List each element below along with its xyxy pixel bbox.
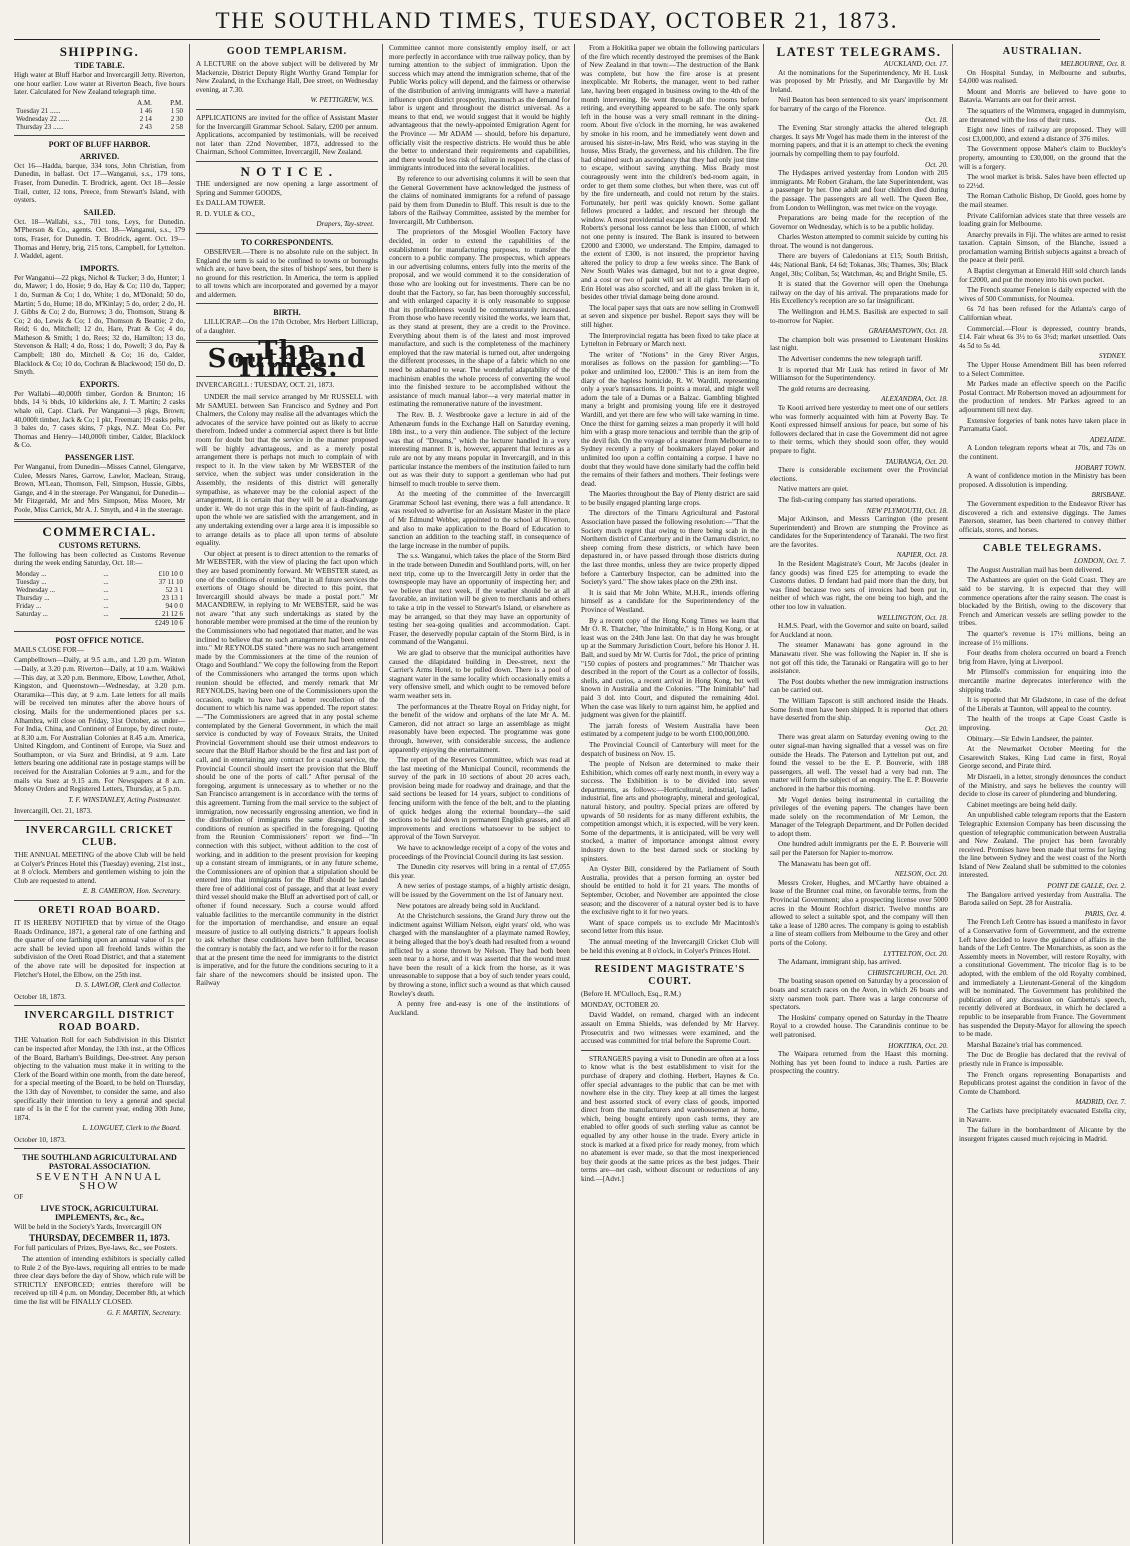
telegram-item: A want of confidence motion in the Ministry has been proposed. A dissolution is impending. <box>959 472 1126 489</box>
tide-cell: Wednesday 22 ...... <box>16 114 70 123</box>
dateline-place: GRAHAMSTOWN, Oct. 18. <box>868 327 948 336</box>
dateline-place: HOBART TOWN. <box>1075 463 1126 472</box>
telegram-item: A London telegram reports wheat at 70s, and 73s on the continent. <box>959 444 1126 461</box>
telegram-item: Mr Plimsoll's commission for enquiring into the mercantile marine deprecates interference with the shipping trade. <box>959 668 1126 694</box>
telegram-item: It is reported that Mr Lusk has retired in favor of Mr Williamson for the Superintendency. <box>770 365 948 383</box>
telegram-item: Messrs Croker, Hughes, and M'Carthy have obtained a lease of the Brunner coal mine, on favorable terms, from the Provincial Government; also a prospecting license over 5000 acres in the Mount Rochfort district. Twelve months are allowed to select a suitable spot, and the company will then take a lease of 1280 acres. The company is going to establish a line of steam colliers from Melbourne to the Grey and other ports of the Colony. <box>770 878 948 947</box>
customs-day: Tuesday ... <box>16 577 47 586</box>
columns <box>14 44 1126 1544</box>
port-heading: PORT OF BLUFF HARBOR. <box>48 139 151 149</box>
customs-amount: £10 10 0 <box>158 569 183 578</box>
cable-heading: CABLE TELEGRAMS. <box>982 543 1103 555</box>
dateline-place: AUCKLAND, Oct. 17. <box>883 60 948 68</box>
passengers-text: Per Wanganui, from Dunedin—Misses Cannel, Glengarve, Culee, Messrs Nares, Garrow, Lawlor, Maclean, Straug, Brown, M'Lean, Thomson, Fell, Simpson, Hussie, Gibbs, Gange, and 4 in the steerage. Per Wanganui, for Dunedin—Mr Fitzgerald, Mr and Mrs Simpson, Miss Moore, Mr Poole, Miss Carrick, Mr A. J. Smyth, and 4 in the steerage. <box>14 463 185 514</box>
telegram-item: The Government oppose Maher's claim to Buckley's property, amounting to £30,000, on the ground that the will is a forgery. <box>959 145 1126 171</box>
dateline-place: Oct. 20. <box>925 724 948 733</box>
telegram-item: Cabinet meetings are being held daily. <box>967 800 1078 809</box>
notice-text: THE undersigned are now opening a large assortment of Spring and Summer GOODS, <box>196 179 378 197</box>
post-place: Invercargill, Oct. 21, 1873. <box>14 807 92 816</box>
customs-total: £249 10 6 <box>120 618 185 627</box>
oreti-signature: D. S. LAWLOR, Clerk and Collector. <box>75 981 181 990</box>
divider <box>14 631 185 632</box>
telegram-item: Native matters are quiet. <box>778 485 849 494</box>
article-para: The Interprovincial regatta has been fixed to take place at Lyttelton in February or March next. <box>581 331 759 349</box>
dateline-place: LYTTELTON, Oct. 20. <box>883 949 948 958</box>
telegram-item: The Waipara returned from the Haast this morning. Nothing has yet been found to induce a rush. Parties are prospecting the country. <box>770 1050 948 1076</box>
imports-text: Per Wanganui—22 pkgs, Nichol & Tucker; 3 do, Hunter; 1 do, Mawer; 1 do, Hosie; 9 do, Hay & Co; 110 do, Tapper; 1 do, Surman & Co; 1 do, White; 1 do, M'Donald; 50 do, Martin; 5 do, Hume; 18 do, M'Kinlay; 5 do, order; 2 do, H. J. Gibbs & Co; 2 do, Burrows; 3 do, Thomson, Strang & Co; 2 do, Lewis & Co; 1 do, Thomson & Beattie; 2 do, Reid; 6 do, Mitchell; 12 do, Hare, Pratt & Co; 4 do, Matheson & Smith; 1 do, Rees; 32 do, Hamilton; 13 do, Stevenson & Hall; 4 do, Ross; 1 do, Powell; 3 do, Pay & Campbell; 180 do, Mitchell & Co; 16 do, Calder, Blacklock & Co; 10 do, Cochran & Blackwood; 150 do, D. Smyth. <box>14 273 185 377</box>
article-para: From a Hokitika paper we obtain the following particulars of the fire which recently destroyed the premises of the Bank of New Zealand in that town:—The destruction of the Bank was complete, but how the fire arose is at present inexplicable. Mr Roberts, the manager, went to bed rather late, having been engaged in business owing to the 4th of the month intervening. He went through all the rooms before retiring, and everything appeared to be safe. The only spark left in the house was a very small remnant in the dining-room. About five o'clock in the morning, he was awakened by smoke in his room, and he immediately went down and aroused his sister-in-law, Mrs Reid, who was staying in the house, Miss Brady, the governess, and his children. The fire had obtained such an ascendancy that they had only just time to escape, without saving anything. Miss Brady most courageously went into the children's bed-room again, in order to get them some clothes, but when there, was cut off by the fire underneath, and could not return by the stairs. Fortunately, her peril was quickly known. Some gallant fellows procured a ladder, and rescued her through the window. A most providential escape has seldom occurred. Mr Roberts's personal loss cannot be less than £1000, of which not one penny is insured. The Bank is insured to between £2000 and £3000, we understand. The Empire, damaged to the extent of £300, is not insured, the proprietor having altered the policy to drop a few weeks since. The Bank of New South Wales was damaged, but not to a great degree, and a cost or two of paint will set it all right. The Harp of Erin Hotel was also scorched, and all the glass broken in it, besides other trivial damage being done around. <box>581 44 759 302</box>
article-para: The jarrah forests of Western Australia have been estimated by a competent judge to be worth £100,000,000. <box>581 721 759 739</box>
tide-header-row <box>14 99 185 107</box>
telegram-item: The Wellington and H.M.S. Basilisk are expected to sail to-morrow for Napier. <box>770 308 948 325</box>
telegram-item: The Upper House Amendment Bill has been referred to a Select Committee. <box>959 361 1126 378</box>
telegram-item: The health of the troops at Cape Coast Castle is improving. <box>959 715 1126 732</box>
article-para: New potatoes are already being sold in Auckland. <box>397 901 540 910</box>
customs-amount: 94 0 0 <box>165 601 183 610</box>
telegram-item: The wool market is brisk. Sales have been effected up to 22½d. <box>959 173 1126 190</box>
show-signature: G. F. MARTIN, Secretary. <box>106 1308 181 1317</box>
customs-dots: ... <box>103 610 109 618</box>
cricket-heading: INVERCARGILL CRICKET CLUB. <box>25 825 174 849</box>
telegram-item: Neil Beaton has been sentenced to six years' imprisonment for barratry of the cargo of the Florence. <box>770 96 948 113</box>
article-para: The performances at the Theatre Royal on Friday night, for the benefit of the widow and orphans of the late Mr A. M. Cameron, did not attract so large an assemblage as might reasonably have been expected. The programme was gone through, however, with considerable success, the audience apparently enjoying the entertainment. <box>389 702 570 754</box>
customs-row <box>14 594 185 602</box>
birth-heading: BIRTH. <box>273 308 301 318</box>
telegram-item: Mr Disraeli, in a letter, strongly denounces the conduct of the Ministry, and says he believes the country will decide to close its career of plundering and blundering. <box>959 772 1126 799</box>
telegram-item: The fish-curing company has started operations. <box>778 495 917 504</box>
article-para: The annual meeting of the Invercargill Cricket Club will be held this evening at 8 o'clock, in Colyer's Princes Hotel. <box>581 937 759 955</box>
customs-amount: 52 3 1 <box>165 585 183 594</box>
article-para: We have to acknowledge receipt of a copy of the votes and proceedings of the Provincial Council during its last session. <box>389 844 570 861</box>
article-para: The writer of "Notions" in the Grey River Argus, moralises as follows on the passion for gambling:—"To poker and unlimited loo, £2000." This is an item from the diary of the hapless homicide, R. W. Wardill, representing only a year's transactions. It points a moral, and might well adorn the tale of a Dumas or a Balzac. Gambling blighted many a bright and promising young life ere it destroyed Wardill, and yet there are few who will take warning in time. Once the thirst for gaming seizes a man properly it will hold him with a grasp more tenacious and terrible than the grip of the devil fish. On the voyage of a steamer from Melbourne to Sydney recently a party of bookmakers played poker and unlimited loo upon a coffin containing a corpse. I have no doubt that they would have done similarly had the coffin held the remains of their fathers and mothers. Their feelings were dead. <box>581 350 759 488</box>
telegram-item: It is reported that Mr Gladstone, in case of the defeat of the Liberals at Taunton, will appeal to the country. <box>959 696 1126 713</box>
article-para: At the meeting of the committee of the Invercargill Grammar School last evening, there was a full attendance. It was resolved to advertise for an Assistant Master in the place of Mr Edmund Webber, appointed to the school at Riverton, and also to make application to the Board of Education to sanction an addition to the teaching staff, in consequence of the large increase in the number of pupils. <box>389 490 570 550</box>
australian-list <box>959 60 1126 534</box>
editorial-para: Our object at present is to direct attention to the remarks of Mr WEBSTER, with the view of placing the fact upon which they are based prominently forward. Mr WEBSTER stated, as one of the conditions of reunion, "that in all future services the exertions of Otago should be directed to this point, that Invercargill should always be made a postal port." Mr MACANDREW, in replying to Mr WEBSTER, said he was not aware "that any such undertakings as stated by the honorable member were promised at the time of the reunion by the Commissioners who had negotiated that matter, and he was inclined to believe that no such arrangement had been entered into." Mr REYNOLDS stated "there was no such arrangement made by the Commissioners at the time of the reunion of Otago and Southland." We copy the following from the Report of the Commissioners who arranged the terms upon which reunion should be effected, and merely remark that Mr REYNOLDS, having been one of the Commissioners upon the occasion, ought to have had a better recollection of the document to which his name was appended. The report states:—"The Commissioners are agreed that in any postal scheme contemplated by the General Government, in which the mail service is conducted by way of Foveaux Straits, the United Provincial Government should use their utmost endeavors to secure that the Bluff Harbor should be the first and last port of call, and in entertaining any contract for a coastal service, the Provincial Council should insert the provision that the Bluff should be one of the ports of call." After perusal of the foregoing, argument is unnecessary as to whether or no the San Francisco arrangement is in accordance with the terms of this agreement. Turning from the mail service to the subject of immigration, now necessarily engrossing attention, we find in the distribution of immigrants the same disregard of the conditions of reunion as specified in the foregoing. Quoting from the Reunion Commissioners' report we find—"In connection with this subject, without addition to the cost of working, and in addition to the present provision for keeping up a constant stream of immigrants, or in any future scheme, the Commissioners are of opinion that a stipulation should be entered into that immigrants for the Bluff should be landed there free of additional cost of passage, and that at least every third vessel should make the Bluff an advertised port of call, or oftener if found necessary. Such a course would afford valuable facilities to the mercantile community in the district for the importation of merchandise, and ensure an equal measure of justice to all outlying districts." It appears foolish to ask whether these conditions have been fulfilled, because the contrary is notably the fact, and we refer to it for the reason that at the present time the need for immigrants to the district is imperative, and for the future the conditions securing to it a fair share of the newcomers should be insisted upon. The Railway <box>196 549 378 988</box>
dateline-place: ALEXANDRA, Oct. 18. <box>881 395 948 404</box>
telegram-item: One hundred adult immigrants per the E. P. Bouverie will sail per the Paterson for Napier to-morrow. <box>770 840 948 858</box>
telegram-item: At the nominations for the Superintendency, Mr H. Lusk was proposed by Mr Priestly, and Mr Dargaville by Mr Ireland. <box>770 68 948 94</box>
dateline-place: NELSON, Oct. 20. <box>894 870 948 879</box>
templarism-heading: GOOD TEMPLARISM. <box>226 46 348 57</box>
rmc-text: David Waddel, on remand, charged with an indecent assault on Emma Shields, was defended by Mr Harvey. Prosecutrix and two witnesses were examined, and the accused was committed for trial before the Supreme Court. <box>581 1011 759 1046</box>
district-heading: INVERCARGILL DISTRICT ROAD BOARD. <box>24 1010 175 1034</box>
telegram-item: H.M.S. Pearl, with the Governor and suite on board, sailed for Auckland at noon. <box>770 622 948 639</box>
tide-cell: 2 43 <box>139 122 152 131</box>
customs-row <box>14 602 185 610</box>
customs-amount: 23 13 1 <box>162 593 183 602</box>
customs-dots: ... <box>103 569 109 578</box>
dateline-place: Oct. 20. <box>925 160 948 169</box>
corr-heading: TO CORRESPONDENTS. <box>240 237 334 247</box>
tide-col <box>14 99 119 107</box>
dateline-place: WELLINGTON, Oct. 18. <box>876 613 948 622</box>
article-para: The proprietors of the Mosgiel Woollen Factory have decided, in order to extend the capabilities of the establishment for manufacturing purposes, to transfer the concern to a public company. The prospectus, which appears in our advertising columns, enters fully into the merits of the proposal, and we would commend it to the consideration of those who are looking out for investments. There can be no doubt that the Factory, so far, has been thoroughly successful, and with enlarged capacity it is only reasonable to suppose that its profitableness would be commensurately increased. From those who have recently visited the works, we learn that, as they stand at present, they are a credit to the Province. Everything about them is of the latest and most improved manufacture, and such is the completeness of the machinery employed that the raw material is turned out, after undergoing the different processes, in the shape of a fabric which no one need be ashamed to wear. The wonderful adaptability of the machinism enables the whole process of converting the wool into the finished texture to be accomplished without the assistance of much manual labor—a very material matter in estimating the remunerative nature of the investment. <box>389 228 570 409</box>
customs-day: Thursday ... <box>16 593 50 602</box>
post-sub: MAILS CLOSE FOR— <box>14 645 84 654</box>
post-text: Campbelltown—Daily, at 9.5 a.m., and 1.20 p.m. Winton—Daily, at 3.20 p.m. Riverton—Daily, at 10 a.m. Waikiwi—This day, at 3.20 p.m. Benmore, Elbow, Lowther, Athol, Kingston, and Queenstown—Wednesday, at 3.20 p.m. Otaramika—This day, at 9 a.m. Late letters for all mails will be received ten minutes after the above hours of closing. Mails for the undermentioned places per s.s. Alhambra, will close on Friday, 31st October, as under— For India, China, and Continent of Europe, by direct route, at 8.30 a.m. For Australian Colonies at 8.45 a.m. America, United Kingdom, and Continent of Europe, via Suez and Southampton, or via Suez and Brindisi, at 9 a.m. Late letters bearing one additional rate in postage stamps will be received for the Australian Colonies at 9 a.m., and for the mails via Suez at 9.15 a.m. For Newspapers at 8 a.m. Money Orders and Registered Letters, Thursday, at 5 p.m. <box>14 656 185 794</box>
australian-heading: AUSTRALIAN. <box>1002 46 1083 57</box>
tide-cell: 2 58 <box>170 122 183 131</box>
article-para: The local paper says that oats are now selling in Cromwell at seven and sixpence per bushel. Report says they will be still higher. <box>581 303 759 329</box>
telegram-item: The failure in the bombardment of Alicante by the insurgent frigates caused much rejoicing in Madrid. <box>959 1126 1126 1143</box>
exports-heading: EXPORTS. <box>79 379 120 389</box>
customs-day: Friday ... <box>16 601 42 610</box>
telegram-item: The Bangalore arrived yesterday from Australia. The Baroda sailed on Sept. 28 for Australia. <box>959 890 1126 908</box>
tide-row <box>14 115 185 123</box>
article-para: The Maories throughout the Bay of Plenty district are said to be busily engaged planting large crops. <box>581 490 759 507</box>
customs-day: Monday ... <box>16 569 47 578</box>
telegram-item: The gold returns are decreasing. <box>778 384 871 393</box>
masthead: THE SOUTHLAND TIMES, TUESDAY, OCTOBER 21, 1873. <box>14 8 1100 40</box>
customs-amount: 21 12 6 <box>162 609 183 618</box>
customs-heading: CUSTOMS RETURNS. <box>58 540 141 550</box>
telegram-item: An unpublished cable telegram reports that the Eastern Telegraphic Extension Company has been discussing the question of telegraphic communication between Australia and New Zealand. The project has been favorably received. Promises have been made that terms for laying the line between Sydney and the west coast of the North Island of New Zealand shall be submitted to the colonies interested. <box>959 811 1126 880</box>
paper-title: The Southland Times. <box>207 335 367 383</box>
sailed-heading: SAILED. <box>83 207 116 217</box>
imports-heading: IMPORTS. <box>79 263 120 273</box>
district-text: THE Valuation Roll for each Subdivision in this District can be inspected after Monday, the 13th inst., at the Offices of the Board, Barham's Buildings, Dee-street. Any person objecting to the valuation must make it in writing to the Clerk of the Board within one month, from the date hereof, for a special meeting of the Board, to be held on Thursday, the 13th day of November, to consider the same, and also specifically their intention to levy a general and special rate of 1s in the £ for the current year, ending 30th June, 1874. <box>14 1036 185 1122</box>
article-para: An Oyster Bill, considered by the Parliament of South Australia, provides that a person forming an oyster bed should be entitled to hold it for 21 years. The months of September, October, and November are appointed the close season; and the discoverer of a natural oyster bed is to have the exclusive right to it for two years. <box>581 865 759 917</box>
post-heading: POST OFFICE NOTICE. <box>55 635 144 645</box>
telegram-item: The William Tapscott is still anchored inside the Heads. Some fresh men have been shipped. It is reported that others have deserted from the ship. <box>770 696 948 723</box>
telegram-item: Anarchy prevails in Fiji. The whites are armed to resist taxation. Captain Simson, of the Blanche, issued a proclamation warning British subjects against a breach of the peace at their peril. <box>959 230 1126 265</box>
column-6 <box>959 44 1130 1544</box>
telegram-item: The boating season opened on Saturday by a procession of boats and scratch races on the Avon, in which 26 boats and sixty oarsmen took part. There was a large concourse of spectators. <box>770 977 948 1012</box>
rmc-date: MONDAY, OCTOBER 20. <box>581 1000 660 1009</box>
post-signature: T. F. WINSTANLEY, Acting Postmaster. <box>68 795 181 804</box>
shipping-heading: SHIPPING. <box>59 44 140 59</box>
rmc-heading: RESIDENT MAGISTRATE'S COURT. <box>594 964 746 988</box>
telegram-item: Commercial.—Flour is depressed, country brands, £14. Fair wheat 6s 3½ to 6s 3½d; market unsettled. Oats 4s 5d to 5s 4d. <box>959 324 1126 350</box>
dateline-place: PARIS, Oct. 4. <box>1084 909 1126 918</box>
show-date: THURSDAY, DECEMBER 11, 1873. <box>29 1232 170 1243</box>
telegram-item: A Baptist clergyman at Emerald Hill sold church lands for £2000, and put the money into his own pocket. <box>959 267 1126 284</box>
customs-dots: ... <box>103 601 109 610</box>
telegram-item: Mr Parkes made an effective speech on the Pacific Postal Contract. Mr Robertson moved an adjournment for the production of tenders. Mr Parkes agreed to an adjournment till next day. <box>959 380 1126 414</box>
dateline-place: SYDNEY. <box>1098 352 1126 361</box>
article-para: By reference to our advertising columns it will be seen that the General Government have acknowledged the justness of the claims of nominated immigrants for a refund of passage paid by them from Dunedin to Bluff. This result is due to the labors of the Railway Committee, assisted by the member for Invercargill, Mr Cuthbertson. <box>389 174 570 226</box>
dateline-place: Oct. 18. <box>925 115 948 124</box>
article-para: Committee cannot more consistently employ itself, or act more perfectly in accordance with true railway policy, than by turning attention to the subject of immigration. Upon the success which may attend the immigration scheme, that of the Public Works policy will depend, and the fairness or otherwise of the distribution of arriving immigrants will have a material influence upon district prosperity, inasmuch as the demand for labor is urgent and throughout the district universal. As a means to that end, we would suggest that it would be highly advantageous that the newly-appointed Emigration Agent for the Province — Mr ADAM — should, before his departure, officially visit the respective districts. He would thus be able the better to understand their requirements and capabilities, and there would be less risk of failure in respect of the class of immigrants introduced into the several localities. <box>389 44 570 173</box>
divider <box>959 538 1126 539</box>
telegram-item: Marshal Bazaine's trial has commenced. <box>967 1040 1083 1049</box>
divider <box>14 1005 185 1006</box>
customs-row <box>14 570 185 578</box>
dateline: INVERCARGILL : TUESDAY, OCT. 21, 1873. <box>196 381 335 390</box>
telegrams-heading: LATEST TELEGRAMS. <box>776 44 942 59</box>
divider <box>14 820 185 821</box>
telegram-item: The Ashantees are quiet on the Gold Coast. They are said to be starving. It is expected that they will commence operations after the rainy season. The coast is blockaded by the British, owing to the discovery that French and American vessels are selling powder to the tribes. <box>959 576 1126 628</box>
oreti-date: October 18, 1873. <box>14 992 66 1001</box>
article-para: The Provincial Council of Canterbury will meet for the despatch of business on Nov. 15. <box>581 740 759 758</box>
rmc-sub: (Before H. M'Culloch, Esq., R.M.) <box>581 990 681 999</box>
article-para: The directors of the Timaru Agricultural and Pastoral Association have passed the following resolution:—"That the Society much regret that owing to there being scab in the Northern district of Canterbury and in the Oamaru district, no sheep coming from these districts, or which have been depastured in, or have passed through those districts during the last three months, unless they are twice properly dipped before a Canterbury Inspector, can be admitted into the Society's yard." The show takes place on the 29th inst. <box>581 509 759 587</box>
notice-heading: N O T I C E . <box>240 163 334 179</box>
telegram-item: Extensive forgeries of bank notes have taken place in Parramatta Gaol. <box>959 416 1126 434</box>
oreti-text: IT IS HEREBY NOTIFIED that by virtue of the Otago Roads Ordinance, 1871, a general rate of one farthing and the quarter of one farthing upon an annual value of 1s per acre shall be levied upon all freehold lands within the subdivision of the Oreti Road District, and that a statement of the above rate will be deposited for inspection at Fletcher's Hotel, the Elbow, on the 25th inst. <box>14 919 185 979</box>
templarism-signature: W. PETTIGREW, W.S. <box>310 96 374 105</box>
telegram-item: There is considerable excitement over the Provincial elections. <box>770 466 948 483</box>
customs-total-row <box>14 618 185 627</box>
telegram-item: Private Californian advices state that three vessels are loading grain for Melbourne. <box>959 211 1126 229</box>
tide-table <box>14 99 185 131</box>
oreti-heading: ORETI ROAD BOARD. <box>38 905 161 916</box>
tide-cell: Thursday 23 ...... <box>16 122 64 131</box>
passengers-heading: PASSENGER LIST. <box>64 453 135 462</box>
dateline-place: MELBOURNE, Oct. 8. <box>1060 60 1126 68</box>
article-para: The Dunedin city reserves will bring in a rental of £7,055 this year. <box>389 863 570 880</box>
article-para: The s.s. Wanganui, which takes the place of the Storm Bird in the trade between Dunedin and Southland ports, will, on her next trip, come up to the Invercargill Jetty in order that the townspeople may have an opportunity of inspecting her; and we believe that next week, if the weather should be at all favorable, an invitation will be given to merchants and others to take a trip in the vessel to Stewart's Island, or elsewhere as may be arranged, so that they may have an opportunity of testing her sea-going qualities and accommodation. Capt. Fraser, the deservedly popular captain of the Storm Bird, is in command of the Wanganui. <box>389 552 570 647</box>
article-para: It is said that Mr John White, M.H.R., intends offering himself as a candidate for the Superintendency of the Province of Westland. <box>581 588 759 614</box>
telegram-item: Te Kooti arrived here yesterday to meet one of our settlers who was formerly acquainted with him at Poverty Bay. Te Kooti expressed himself anxious for peace, but some of his followers declared that in case the Government did not agree to their terms, which they should soon offer, they would prepare to fight. <box>770 403 948 455</box>
tide-cell: Tuesday 21 ...... <box>16 106 61 115</box>
tide-cell: 2 14 <box>139 114 152 123</box>
column-1 <box>14 44 190 1544</box>
column-4 <box>581 44 764 1544</box>
dateline-place: LONDON, Oct. 7. <box>1073 557 1126 566</box>
telegram-item: The Carlists have precipitately evacuated Estella city, in Navarre. <box>959 1106 1126 1124</box>
notice-ex: Ex DALLAM TOWER. <box>196 199 266 208</box>
divider <box>581 1050 759 1051</box>
telegram-item: The champion bolt was presented to Lieutenant Hoskins last night. <box>770 335 948 353</box>
article-para: Want of space compels us to exclude Mr Macintosh's second letter from this issue. <box>581 918 759 936</box>
telegram-item: The squatters of the Wimmera, engaged in dummyism, are threatened with the loss of their runs. <box>959 106 1126 124</box>
dateline-place: TAURANGA, Oct. 20. <box>885 457 948 466</box>
telegram-item: There are buyers of Caledonians at £15; South British, 44s; National Bank, £4 6d; Tokanas, 30s; Thames, 30s; Black Angel, 30s; Coliban, 5s; Watchman, 4s; and Bright Smile, £5. <box>770 252 948 278</box>
tide-col: P.M. <box>170 98 183 107</box>
customs-intro: The following has been collected as Customs Revenue during the week ending Saturday, Oct. 18:— <box>14 550 185 568</box>
show-where: Will be held in the Society's Yards, Invercargill ON <box>14 1223 162 1232</box>
telegram-item: The August Australian mail has been delivered. <box>967 565 1104 574</box>
arrived-text: Oct 16—Hadda, barque, 334 tons, John Christian, from Dunedin, in ballast. Oct 17—Wanganui, s.s., 179 tons, Fraser, from Dunedin. T. Brodrick, agent. Oct 18—Jessie Trail, cutter, 12 tons, Preece, from Stewart's Island, with oysters. <box>14 161 185 205</box>
telegram-item: Major Atkinson, and Messrs Carrington (the present Superintendent) and Brown are stumping the Province as candidates for the Superintendency of Taranaki. The two first are the favorites. <box>770 515 948 549</box>
telegram-item: The Roman Catholic Bishop, Dr Goold, goes home by the mail steamer. <box>959 192 1126 209</box>
templarism-text: A LECTURE on the above subject will be delivered by Mr Mackenzie, District Deputy Right Worthy Grand Templar for New Zealand, in the Exchange Hall, Dee street, on Wednesday evening, at 7.30. <box>196 60 378 94</box>
telegram-item: Mount and Morris are believed to have gone to Batavia. Warrants are out for their arrest. <box>959 87 1126 105</box>
telegram-item: The Manawatu has been got off. <box>778 859 871 868</box>
show-sub: LIVE STOCK, AGRICULTURAL IMPLEMENTS, &c., &c., <box>40 1204 159 1223</box>
dateline-place: CHRISTCHURCH, Oct. 20. <box>867 968 948 977</box>
telegram-item: On Hospital Sunday, in Melbourne and suburbs, £4,000 was realised. <box>959 68 1126 86</box>
telegram-item: The Hoskins' company opened on Saturday in the Theatre Royal to a crowded house. The Carandinis continue to be well patronised. <box>770 1013 948 1039</box>
customs-row <box>14 578 185 586</box>
telegram-item: The quarter's revenue is 17½ millions, being an increase of 1½ millions. <box>959 630 1126 647</box>
article-para: By a recent copy of the Hong Kong Times we learn that Mr O. R. Thatcher, "the Inimitable," is in Hong Kong, or at least was on the 24th June last. On that day he was brought up at the Summary Jurisdiction Court, before his Honor J. H. Ball, and sued by Mr W. Curtis for 7dol., the price of printing "150 copies of posters and programmes." Mr Thatcher was described in the report of the Court as a collector of fossils, shells, and curios, a recent arrival in Hong Kong, but well known in Australia and the Colonies. "The Inimitable" had paid 3 dol. into Court, and disputed the remaining 4dol. When the case was likely to turn against him, he applied and judgment was given for the plaintiff. <box>581 616 759 720</box>
divider <box>14 1148 185 1149</box>
notice-firm: R. D. YULE & CO., <box>196 209 255 218</box>
telegram-item: The French organs representing Bonapartists and Republicans protest against the condition in favor of the Comte de Chambord. <box>959 1070 1126 1096</box>
telegram-item: The French Left Centre has issued a manifesto in favor of a Conservative form of Government, and the extreme Left have decided to leave the guidance of affairs in the hands of the Left Centre. The Monarchists, as soon as the Assembly meets in November, will restore Royalty, with a constitutional Government. The tricolor flag is to be adopted, with the emblem of the old Royalty combined, and immediately a Lieutenant-General of the kingdom will be nominated. The Government has prohibited the publication of any discussion on Gambetta's speech, recently delivered at Bordeaux, in which he declared a republic to be inseparable from France. The Government has suspended the Deputy-Mayor for allowing the speech to be made. <box>959 918 1126 1039</box>
customs-table <box>14 570 185 627</box>
tide-row <box>14 123 185 131</box>
telegram-item: The Evening Star strongly attacks the altered telegraph charges. It says Mr Vogel has made them in the interest of the morning papers, and that it is an attempt to check the evening journals by compelling them to pay fourfold. <box>770 124 948 158</box>
divider <box>14 135 185 136</box>
telegram-item: Mr Vogel denies being instrumental in curtailing the privileges of the evening papers. The changes have been made solely on the recommendation of Mr Lemon, the Manager of the Telegraph Department, and Dr Pollen decided to adopt them. <box>770 795 948 838</box>
divider <box>196 109 378 110</box>
article-para: At the Christchurch sessions, the Grand Jury threw out the indictment against William Nelson, eight years' old, who was charged with the manslaughter of a playmate named Rowley, it being alleged that the boy's death had resulted from a wound inflicted by a stone thrown by Nelson. They had both been seen near to a horse, and it was asserted that the wound must have been the result of a kick from the horse, as it was unreasonable to suppose that a boy of such tender years could, by throwing a stone, inflict such a wound as that which caused Rowley's death. <box>389 912 570 998</box>
telegram-item: The Government expedition to the Endeavor River has discovered a rich and extensive diggings. The James Paterson, steamer, has been chartered to convey thither officials, stores, and horses. <box>959 499 1126 534</box>
telegram-item: The Post doubts whether the new immigration instructions can be carried out. <box>770 677 948 695</box>
telegram-item: The French steamer Fenelon is daily expected with the wives of 500 Communists, for Noumea. <box>959 286 1126 303</box>
cricket-signature: E. B. CAMERON, Hon. Secretary. <box>82 887 181 896</box>
show-title: SEVENTH ANNUAL SHOW <box>36 1171 163 1193</box>
article-para: A new series of postage stamps, of a highly artistic design, will be issued by the Government on the 1st of January next. <box>389 882 570 899</box>
divider <box>196 303 378 304</box>
tide-cell: 1 46 <box>139 106 152 115</box>
dateline-place: ADELAIDE. <box>1089 435 1126 444</box>
telegram-item: 6s 7d has been refused for the Atlanta's cargo of Californian wheat. <box>959 305 1126 323</box>
customs-dots: ... <box>103 585 109 594</box>
tide-intro: High water at Bluff Harbor and Invercargill Jetty. Riverton, one hour earlier. Low water at Riverton Beach, five hours later. Calculated for New Zealand telegraph time. <box>14 71 185 97</box>
telegram-item: The Duc de Broglie has declared that the revival of priestly rule in France is impossible. <box>959 1051 1126 1068</box>
applications-text: APPLICATIONS are invited for the office of Assistant Master for the Invercargill Grammar School. Salary, £200 per annum. Applications, accompanied by testimonials, will be received not later than 22nd November, 1873, addressed to the Chairman, School Committee, Invercargill, New Zealand. <box>196 113 378 157</box>
telegram-item: The Hydaspes arrived yesterday from London with 205 immigrants. Mr Robert Graham, the late Superintendent, was a passenger by her. One adult and four children died during the passage. The passengers are all well. The Queen Bee, from London to Wellington, was met twice on the voyage. <box>770 169 948 212</box>
corr-text: OBSERVER.—There is no absolute rule on the subject. In England the term is said to be confined to towns or boroughs which are, or have been, the sites of bishops' sees, but there is no ground for this restriction. In America, the term is applied to all towns which are incorporated and governed by a mayor and aldermen. <box>196 247 378 299</box>
telegram-item: The steamer Manawatu has gone aground in the Manawatu river. She was following the Napier in. If she is not got off this tide, the Taranaki or Rangatira will go to her assistance. <box>770 641 948 676</box>
telegram-item: Obituary.—Sir Edwin Landseer, the painter. <box>967 734 1094 743</box>
show-note: The attention of intending exhibitors is specially called to Rule 2 of the Bye-laws, requiring all entries to be made three clear days before the day of Show, which rule will be STRICTLY ENFORCED; entries therefore will be received up till 4 p.m. on Monday, December 8th, at which time the list will be FINALLY CLOSED. <box>14 1255 185 1306</box>
dateline-place: NEW PLYMOUTH, Oct. 18. <box>866 506 948 515</box>
article-para: The Rev. B. J. Westbrooke gave a lecture in aid of the Athenæum funds in the Exchange Hall on Saturday evening, 18th inst., to a very thin audience. The subject of the lecture was that of "Dreams," which the lecturer handled in a very interesting manner. It is, however, apparent that lectures as a rule are not by any means popular in Invercargill, and in this particular instance the members of the institution failed to turn out as was their duty to support a gentleman who had put himself to much trouble to serve them. <box>389 410 570 488</box>
dateline-place: BRISBANE. <box>1091 491 1126 500</box>
tide-cell: 1 50 <box>170 106 183 115</box>
column-3 <box>389 44 575 1544</box>
customs-row <box>14 610 185 619</box>
customs-day: Wednesday ... <box>16 585 56 594</box>
article-para: A penny free and-easy is one of the institutions of Auckland. <box>389 1000 570 1017</box>
telegram-item: The Advertiser condemns the new telegraph tariff. <box>778 355 923 363</box>
telegram-list <box>770 60 948 1076</box>
district-date: October 10, 1873. <box>14 1135 66 1144</box>
notice-trade: Drapers, Tay-street. <box>316 220 374 229</box>
editorial-para: UNDER the mail service arranged by Mr RUSSELL with Mr SAMUEL between San Francisco and Sydney and Port Chalmers, the Colony may realise all the advantages which the advocates of the service have pointed out as likely to accrue therefrom. Indeed under a commercial aspect there is but little room for doubt but that the service in the manner proposed will be highly advantageous, and as a merely postal arrangement there is perhaps not much to complain of with respect to it. In the view taken by Mr WEBSTER of the service, when the subject was under consideration in the Assembly, the residents of this district will generally sympathise, as whatever may be the colonial aspect of the arrangement, it is certain that they will be at a disadvantage under it. We do not urge this in the spirit of fault-finding, as upon the whole we are satisfied with the arrangement, and in any undertaking extending over a large area it is impossible so to arrange details as to place all upon terms of absolute equality. <box>196 393 378 548</box>
telegram-item: The Adamant, immigrant ship, has arrived. <box>778 958 902 967</box>
article-para: The people of Nelson are determined to make their Exhibition, which comes off early next month, in every way a success. The Exhibition is to be divided into seven departments, as follows:—Horticultural, industrial, ladies' industrial, fine arts and photography, mineral and geological, natural history, and poultry. Special prizes are offered by upwards of 50 residents for as many different exhibits, the competition amongst which, it is expected, will be very keen. Some of the departments, it is anticipated, will be very well stocked, a matter of importance amongst almost every industry down to the best darned sock or stocking by spinsters. <box>581 760 759 863</box>
customs-day: Saturday ... <box>16 610 48 618</box>
agri-heading: THE SOUTHLAND AGRICULTURAL AND PASTORAL ASSOCIATION. <box>22 1153 177 1172</box>
birth-text: LILLICRAP.—On the 17th October, Mrs Herbert Lillicrap, of a daughter. <box>196 318 378 336</box>
divider <box>14 519 185 522</box>
divider <box>196 233 378 234</box>
customs-amount: 37 11 10 <box>158 577 183 586</box>
telegram-item: It is stated that the Governor will open the Onehunga railway on the day of his arrival. The preparations made for His Excellency's reception are so far insignificant. <box>770 280 948 306</box>
exports-text: Per Wallabi—40,000ft timber, Gordon & Brunton; 16 bhds, 14 ¼ bhds, 10 kilderkins ale, J. T. Martin; 2 casks whale oil, Capt. Clark. Per Wanganui—3 pkgs, Brown; 40,000ft timber, Jack & Co; 1 pkt, Freeman; 19 casks pelts, 3 bales do, 7 cases skins, 7 pkgs, N.Z. Meat Co. Per Thomas and Henry—140,000ft timber, Calder, Blacklock & Co. <box>14 389 185 450</box>
dateline-place: NAPIER, Oct. 18. <box>896 551 948 560</box>
customs-row <box>14 586 185 594</box>
article-para: The report of the Reserves Committee, which was read at the last meeting of the Municipal Council, recommends the survey of the park in 10 sections of about 20 acres each, provision being made for roadway and drainage, and that the said sections be leased for 14 years, subject to conditions of fencing uniform with the fence of the belt, and to the planting of quick hedges along the external boundary—the said sections to be laid down in permanent English grasses, and all improvements and erections whatsoever to be subject to approval of the Town Surveyor. <box>389 756 570 842</box>
dateline-place: MADRID, Oct. 7. <box>1075 1098 1126 1107</box>
commercial-heading: COMMERCIAL. <box>42 523 157 539</box>
tide-col: A.M. <box>137 98 152 107</box>
dateline-place: POINT DE GALLE, Oct. 2. <box>1047 882 1126 891</box>
telegram-item: Four deaths from cholera occurred on board a French brig from Havre, lying at Liverpool. <box>959 649 1126 666</box>
telegram-item: There was great alarm on Saturday evening owing to the outer signal-man having signalled that a vessel was on fire outside the Heads. The Paterson and Lyttelton put out, and found the vessel to be the E. P. Bouverie, with 188 passengers, all well. The vessel had a very bad run. The matter will form the subject of an enquiry. The E. P. Bouverie anchored in the harbor this morning. <box>770 733 948 793</box>
telegram-item: At the Newmarket October Meeting for the Cesarewitch Stakes, King Lud came in first, Royal George second, and Pirate third. <box>959 745 1126 771</box>
tide-cell: 2 30 <box>170 114 183 123</box>
divider <box>581 959 759 960</box>
arrived-heading: ARRIVED. <box>79 151 120 161</box>
column-5 <box>770 44 953 1544</box>
customs-dots: ... <box>103 577 109 586</box>
column-2 <box>196 44 383 1544</box>
sailed-text: Oct. 18—Wallabi, s.s., 701 tons, Leys, for Dunedin. M'Pherson & Co., agents. Oct. 18—Wanganui, s.s., 179 tons, Fraser, for Dunedin. T. Brodrick, agent. Oct. 19—Thomas and Henry, brig, 215 tons, Campbell, for Lyttelton. J. Waddel, agent. <box>14 217 186 261</box>
cable-list <box>959 557 1126 1143</box>
show-of: OF <box>14 1192 24 1201</box>
telegram-item: In the Resident Magistrate's Court, Mr Jacobs (dealer in fancy goods) was fined £25 for attempting to evade the Customs duties. D fendant had paid more than the duty, but was fined because two sets of invoices had been put in, neither of which was right, the one being too high, and the other too low in valuation. <box>770 560 948 612</box>
telegram-item: Preparations are being made for the reception of the Governor on Wednesday, which is to be a public holiday. <box>770 214 948 231</box>
article-para: We are glad to observe that the municipal authorities have caused the dilapidated building in Dee-street, next the Carrier's Arms Hotel, to be pulled down. There is a pool of stagnant water in the same locality which occasionally emits a very offensive smell, and which ought to be removed before warm weather sets in. <box>389 648 570 700</box>
telegram-item: Charles Weston attempted to commit suicide by cutting his throat. The wound is not dangerous. <box>770 233 948 250</box>
strangers-advert: STRANGERS paying a visit to Dunedin are often at a loss to know what is the best establishment to visit for the purchase of drapery and clothing. Herbert, Haynes & Co. offer special advantages to the public that can be met with nowhere else in the city. They keep at all times the largest and best assorted stock of every class of goods, imported direct from the manufacturers and warehousemen at home, which, being bought entirely upon cash terms, they are enabled to offer goods of such sterling value as cannot be equalled by any other house in the trade. Every article in stock is marked at a fixed price for ready money, from which no abatement is ever made, so that the most inexperienced buy their goods at the same prices as the best judges. Their terms are—net cash, without discount or reductions of any kind.—[Advt.] <box>581 1054 759 1184</box>
dateline-place: HOKITIKA, Oct. 20. <box>888 1041 948 1050</box>
cricket-text: THE ANNUAL MEETING of the above Club will be held at Colyer's Princes Hotel this (Tuesday) evening, 21st inst., at 8 o'clock. Members and gentlemen wishing to join the Club are requested to attend. <box>14 851 185 885</box>
district-signature: L. LONGUET, Clerk to the Board. <box>82 1124 181 1133</box>
tide-row <box>14 107 185 115</box>
divider <box>14 900 185 901</box>
divider <box>196 161 378 162</box>
show-info: For full particulars of Prizes, Bye-laws, &c., see Posters. <box>14 1244 178 1253</box>
tide-heading: TIDE TABLE. <box>74 61 125 70</box>
customs-dots: ... <box>103 593 109 602</box>
telegram-item: Eight new lines of railway are proposed. They will cost £3,000,000, and extend a distance of 376 miles. <box>959 126 1126 143</box>
